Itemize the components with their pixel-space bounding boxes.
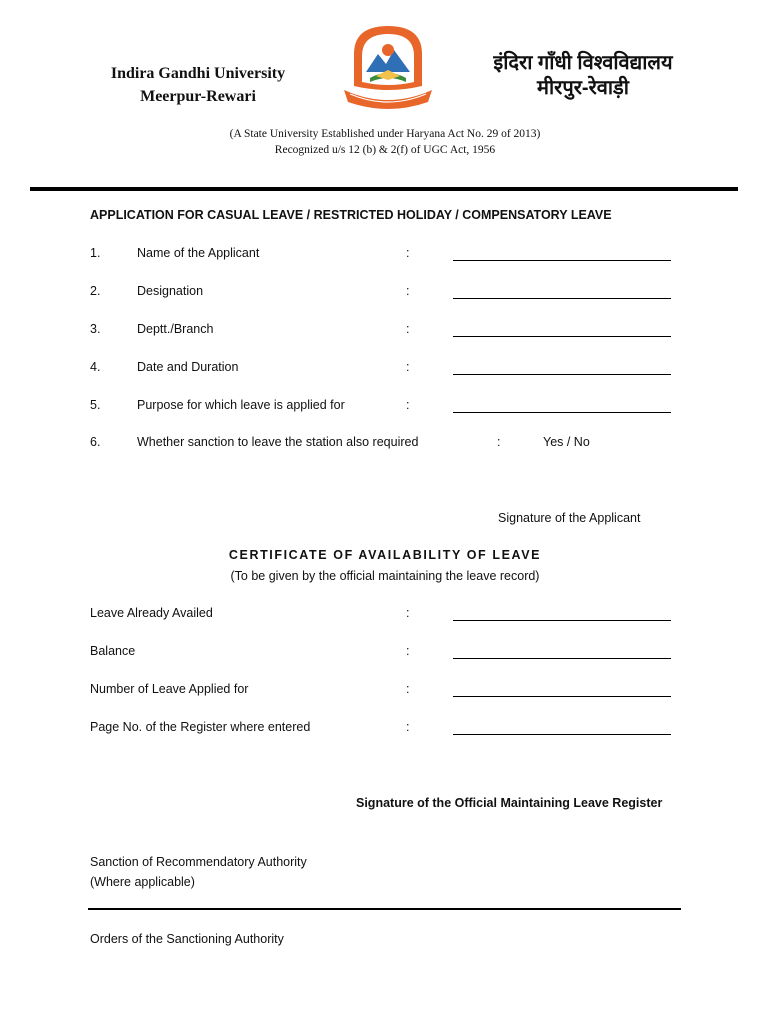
item-label: Number of Leave Applied for xyxy=(90,682,249,696)
item-number: 1. xyxy=(90,246,101,260)
item-number: 5. xyxy=(90,398,101,412)
item-colon: : xyxy=(406,606,410,620)
item-number: 6. xyxy=(90,435,101,449)
form-row-name xyxy=(0,246,770,266)
cert-row-balance xyxy=(0,644,770,664)
form-row-date-duration xyxy=(0,360,770,380)
university-seal-icon xyxy=(340,20,436,112)
certificate-title: CERTIFICATE OF AVAILABILITY OF LEAVE xyxy=(228,548,542,562)
university-name-hindi xyxy=(470,51,696,101)
item-colon: : xyxy=(406,322,410,336)
cert-row-register-page xyxy=(0,720,770,740)
item-colon: : xyxy=(406,720,410,734)
item-colon: : xyxy=(406,284,410,298)
item-label: Purpose for which leave is applied for xyxy=(137,398,345,412)
balance-field-line[interactable] xyxy=(453,658,671,659)
item-colon: : xyxy=(406,682,410,696)
sanction-note: (Where applicable) xyxy=(90,875,195,889)
item-label: Name of the Applicant xyxy=(137,246,260,260)
date-duration-field-line[interactable] xyxy=(453,374,671,375)
university-name-line2: Meerpur-Rewari xyxy=(140,88,256,105)
name-field-line[interactable] xyxy=(453,260,671,261)
item-label: Balance xyxy=(90,644,136,658)
cert-row-leave-applied xyxy=(0,682,770,702)
item-number: 4. xyxy=(90,360,101,374)
university-name-hindi-line1: इंदिरा गाँधी विश्वविद्यालय xyxy=(493,52,673,74)
certificate-subtitle: (To be given by the official maintaining the leave record) xyxy=(230,569,540,583)
item-number: 3. xyxy=(90,322,101,336)
leave-applied-field-line[interactable] xyxy=(453,696,671,697)
form-row-department xyxy=(0,322,770,342)
item-colon: : xyxy=(406,360,410,374)
item-label: Deptt./Branch xyxy=(137,322,214,336)
item-number: 2. xyxy=(90,284,101,298)
item-colon: : xyxy=(406,644,410,658)
item-colon: : xyxy=(406,246,410,260)
purpose-field-line[interactable] xyxy=(453,412,671,413)
sanction-divider xyxy=(88,908,681,910)
application-title: APPLICATION FOR CASUAL LEAVE / RESTRICTED HOLIDAY / COMPENSATORY LEAVE xyxy=(90,208,612,222)
recognized-line: Recognized u/s 12 (b) & 2(f) of UGC Act, 1956 xyxy=(274,144,496,156)
leave-availed-field-line[interactable] xyxy=(453,620,671,621)
form-row-station-leave xyxy=(0,435,770,455)
item-label: Page No. of the Register where entered xyxy=(90,720,311,734)
department-field-line[interactable] xyxy=(453,336,671,337)
designation-field-line[interactable] xyxy=(453,298,671,299)
sanction-label: Sanction of Recommendatory Authority xyxy=(90,855,307,869)
orders-label: Orders of the Sanctioning Authority xyxy=(90,932,284,946)
university-name-english xyxy=(92,62,304,108)
university-logo xyxy=(340,20,436,112)
form-row-designation xyxy=(0,284,770,304)
form-row-purpose xyxy=(0,398,770,418)
established-line: (A State University Established under Haryana Act No. 29 of 2013) xyxy=(229,128,541,140)
yes-no-options[interactable]: Yes / No xyxy=(543,435,590,449)
applicant-signature-label: Signature of the Applicant xyxy=(498,511,641,525)
register-page-field-line[interactable] xyxy=(453,734,671,735)
establishment-note xyxy=(80,126,690,158)
official-signature-label: Signature of the Official Maintaining Leave Register xyxy=(356,796,663,810)
item-colon: : xyxy=(497,435,501,449)
header-divider xyxy=(30,187,738,191)
sanction-block xyxy=(90,852,307,892)
item-label: Leave Already Availed xyxy=(90,606,213,620)
item-label: Date and Duration xyxy=(137,360,239,374)
university-name-hindi-line2: मीरपुर-रेवाड़ी xyxy=(537,77,629,99)
item-label: Whether sanction to leave the station also required xyxy=(137,435,419,449)
university-name-line1: Indira Gandhi University xyxy=(110,65,286,82)
item-colon: : xyxy=(406,398,410,412)
cert-row-leave-availed xyxy=(0,606,770,626)
item-label: Designation xyxy=(137,284,204,298)
